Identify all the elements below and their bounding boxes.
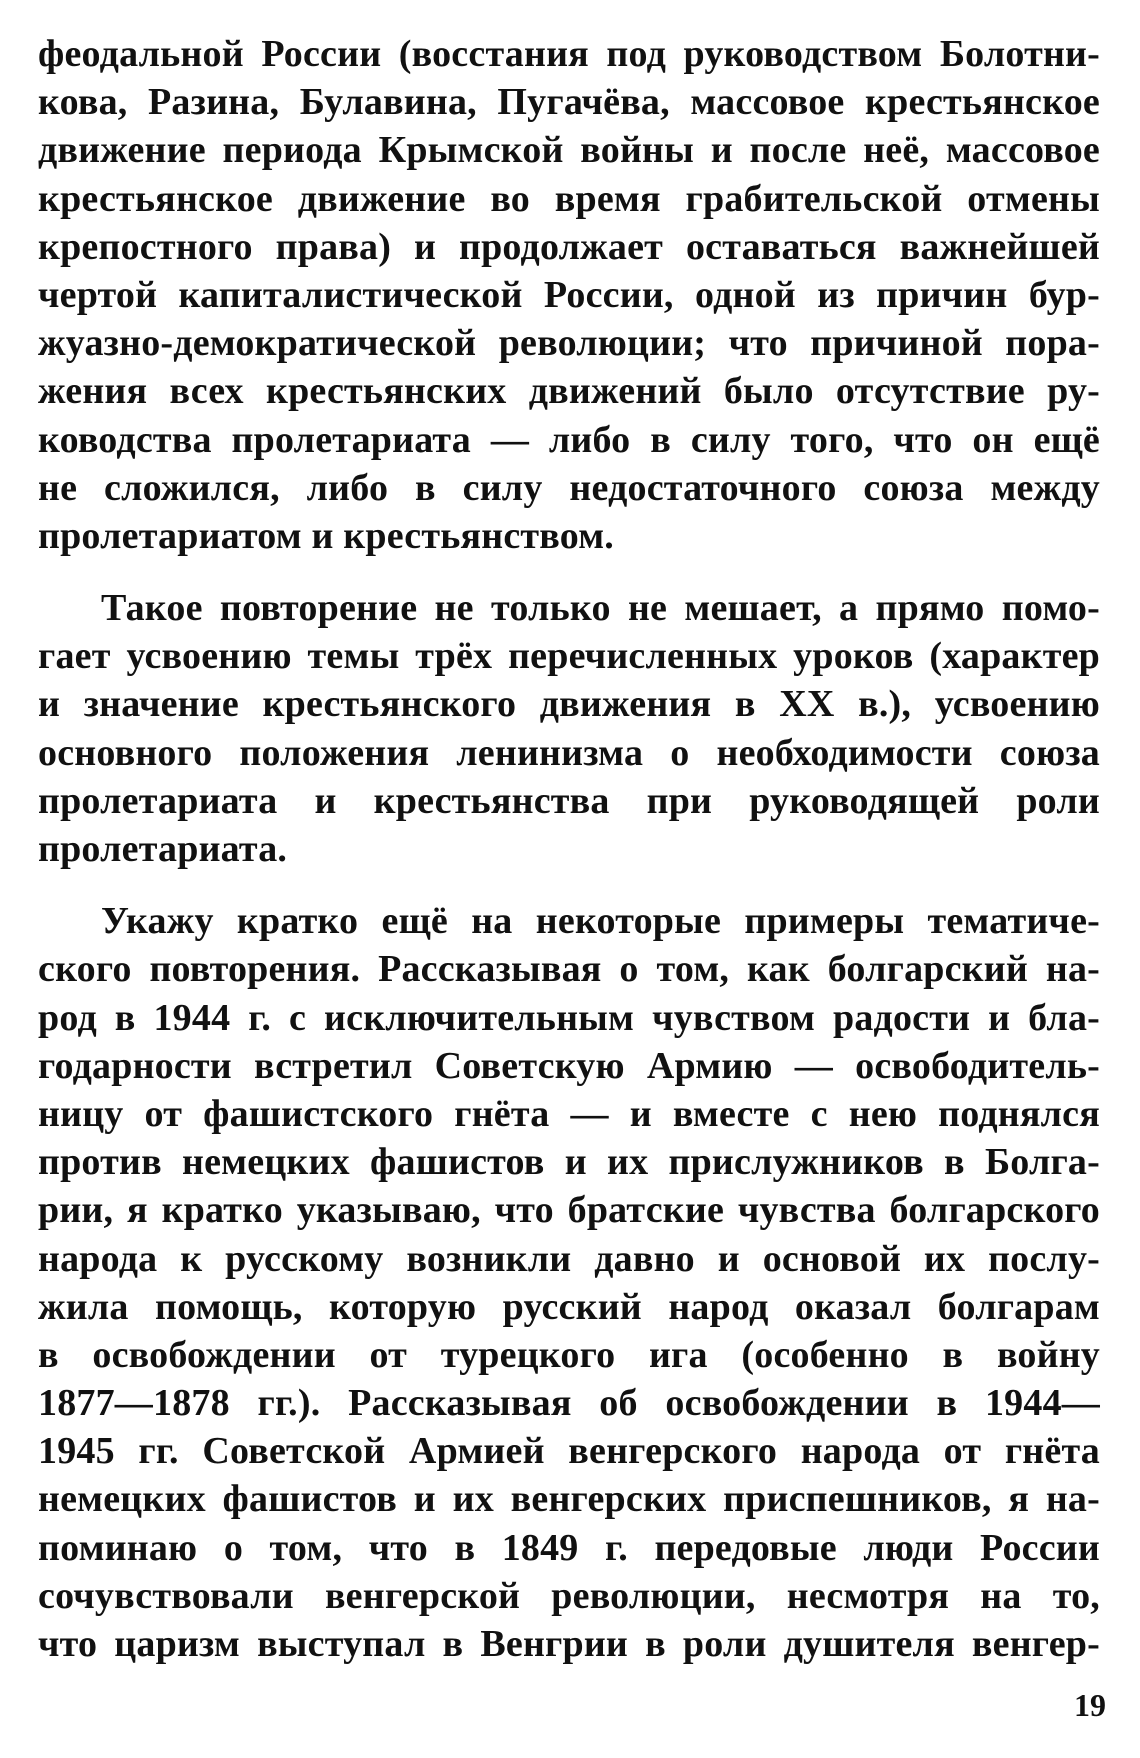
text-line: Такое повторение не только не мешает, а прямо помо- bbox=[101, 587, 1100, 630]
paragraph-gap bbox=[38, 560, 1100, 584]
text-line: рии, я кратко указываю, что братские чувства болгарского bbox=[38, 1189, 1100, 1232]
text-line: чертой капиталистической России, одной из причин бур- bbox=[38, 273, 1100, 316]
paragraph-3 bbox=[38, 897, 1100, 1668]
text-line: в освобождении от турецкого ига (особенно в войну bbox=[38, 1333, 1100, 1376]
text-line: против немецких фашистов и их прислужников в Болга- bbox=[38, 1141, 1100, 1184]
text-line: жила помощь, которую русский народ оказал болгарам bbox=[38, 1285, 1100, 1328]
text-line: сочувствовали венгерской революции, несмотря на то, bbox=[38, 1574, 1100, 1617]
text-line: ководства пролетариата — либо в силу того, что он ещё bbox=[38, 418, 1100, 461]
text-line: и значение крестьянского движения в XX в.), усвоению bbox=[38, 683, 1100, 726]
text-line: Укажу кратко ещё на некоторые примеры тематиче- bbox=[101, 900, 1100, 943]
text-line: род в 1944 г. с исключительным чувством радости и бла- bbox=[38, 996, 1100, 1039]
text-line: пролетариата и крестьянства при руководящей роли bbox=[38, 779, 1100, 822]
text-line: 1877—1878 гг.). Рассказывая об освобождении в 1944— bbox=[38, 1382, 1100, 1425]
book-page bbox=[38, 30, 1100, 1668]
paragraph-gap bbox=[38, 873, 1100, 897]
text-line: 1945 гг. Советской Армией венгерского народа от гнёта bbox=[38, 1430, 1100, 1473]
text-line: гает усвоению темы трёх перечисленных уроков (характер bbox=[38, 635, 1100, 678]
text-line: ницу от фашистского гнёта — и вместе с нею поднялся bbox=[38, 1092, 1100, 1135]
text-line: феодальной России (восстания под руководством Болотни- bbox=[38, 33, 1100, 75]
text-line: народа к русскому возникли давно и основой их послу- bbox=[38, 1237, 1100, 1280]
text-line: основного положения ленинизма о необходимости союза bbox=[38, 731, 1100, 774]
page-number: 19 bbox=[1074, 1687, 1106, 1723]
text-line: пролетариатом и крестьянством. bbox=[38, 514, 614, 557]
text-line: поминаю о том, что в 1849 г. передовые люди России bbox=[38, 1526, 1100, 1569]
text-line: крестьянское движение во время грабительской отмены bbox=[38, 177, 1100, 220]
text-line: что царизм выступал в Венгрии в роли душителя венгер- bbox=[38, 1623, 1100, 1665]
paragraph-1 bbox=[38, 30, 1100, 560]
text-line: немецких фашистов и их венгерских приспешников, я на- bbox=[38, 1478, 1100, 1521]
text-line: жения всех крестьянских движений было отсутствие ру- bbox=[38, 370, 1100, 413]
text-line: жуазно-демократической революции; что причиной пора- bbox=[38, 322, 1100, 365]
text-line: крепостного права) и продолжает оставаться важнейшей bbox=[38, 225, 1100, 268]
paragraph-2 bbox=[38, 584, 1100, 873]
text-line: движение периода Крымской войны и после неё, массовое bbox=[38, 129, 1100, 172]
text-line: кова, Разина, Булавина, Пугачёва, массовое крестьянское bbox=[38, 81, 1100, 124]
text-line: ского повторения. Рассказывая о том, как болгарский на- bbox=[38, 948, 1100, 991]
text-line: не сложился, либо в силу недостаточного союза между bbox=[38, 466, 1100, 509]
text-line: пролетариата. bbox=[38, 828, 288, 870]
text-line: годарности встретил Советскую Армию — освободитель- bbox=[38, 1044, 1100, 1087]
